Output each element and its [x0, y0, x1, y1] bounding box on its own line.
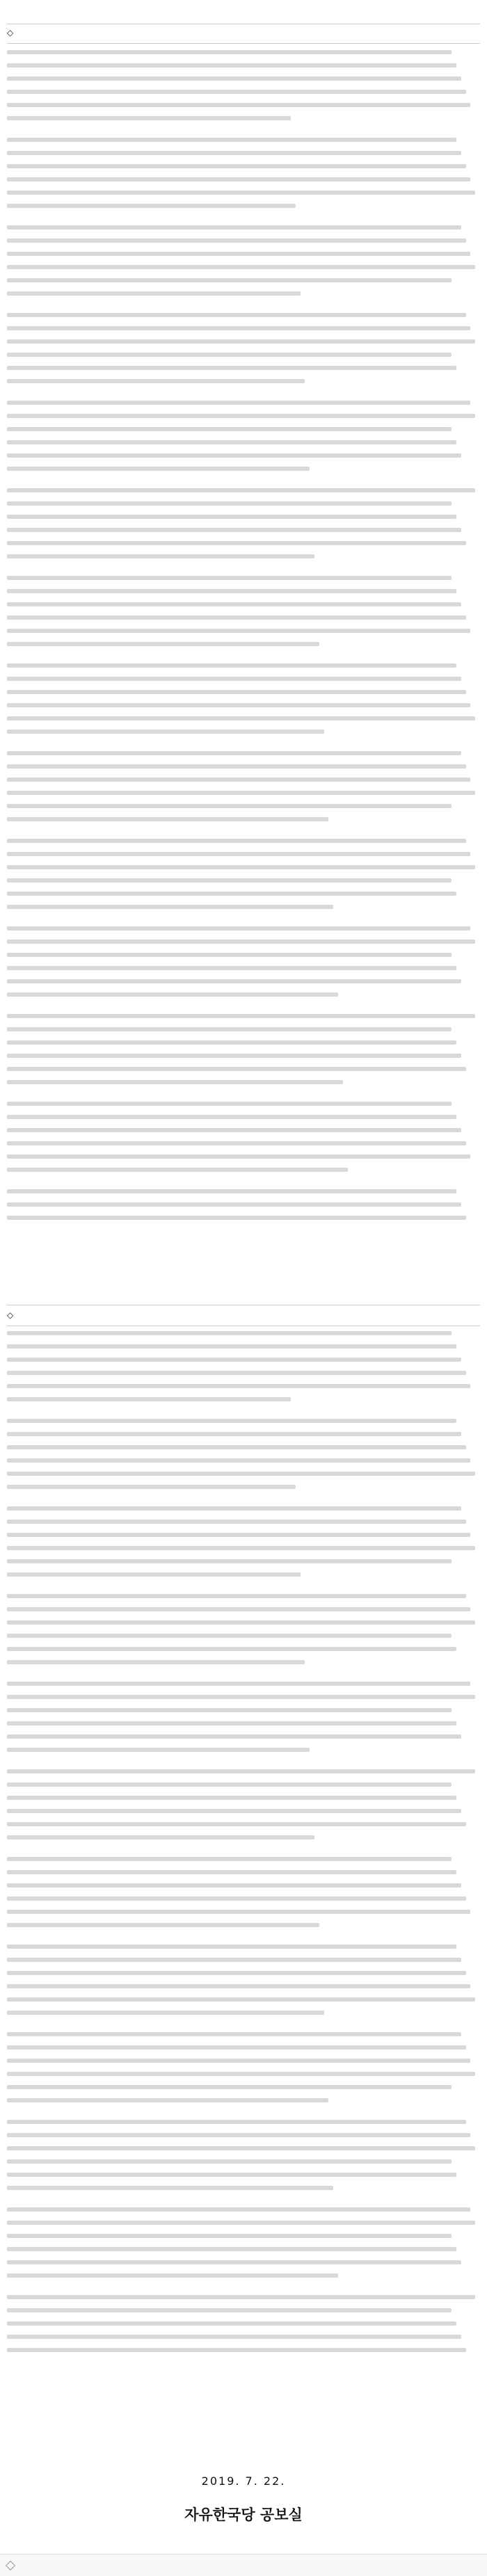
paragraph-line-placeholder — [7, 2234, 452, 2238]
paragraph-line-placeholder — [7, 453, 461, 458]
paragraph-line-placeholder — [7, 2133, 470, 2137]
paragraph-line-placeholder — [7, 467, 310, 471]
paragraph-line-placeholder — [7, 77, 461, 81]
paragraph-line-placeholder — [7, 2247, 456, 2251]
paragraph-line-placeholder — [7, 1734, 461, 1739]
paragraph-line-placeholder — [7, 1080, 343, 1084]
paragraph-line-placeholder — [7, 1027, 452, 1031]
paragraph-line-placeholder — [7, 414, 475, 418]
paragraph-line-placeholder — [7, 2287, 480, 2295]
paragraph-line-placeholder — [7, 663, 456, 668]
paragraph-line-placeholder — [7, 852, 470, 856]
paragraph-line-placeholder — [7, 1870, 456, 1874]
paragraph-line-placeholder — [7, 278, 452, 282]
tag-icon — [6, 2561, 15, 2570]
paragraph-line-placeholder — [7, 2260, 461, 2264]
paragraph-line-placeholder — [7, 953, 452, 957]
paragraph-line-placeholder — [7, 1809, 461, 1813]
paragraph-line-placeholder — [7, 1796, 456, 1800]
paragraph-line-placeholder — [7, 217, 480, 225]
paragraph-line-placeholder — [7, 401, 470, 405]
paragraph-line-placeholder — [7, 1997, 475, 2002]
paragraph-line-placeholder — [7, 1620, 475, 1625]
paragraph-line-placeholder — [7, 764, 466, 768]
paragraph-line-placeholder — [7, 1559, 452, 1563]
paragraph-line-placeholder — [7, 177, 470, 182]
paragraph-line-placeholder — [7, 1586, 480, 1594]
paragraph-line-placeholder — [7, 778, 470, 782]
paragraph-line-placeholder — [7, 839, 466, 843]
paragraph-line-placeholder — [7, 703, 470, 707]
paragraph-line-placeholder — [7, 817, 328, 821]
paragraph-line-placeholder — [7, 1945, 456, 1949]
paragraph-line-placeholder — [7, 427, 452, 431]
paragraph-line-placeholder — [7, 2146, 475, 2150]
paragraph-line-placeholder — [7, 1331, 452, 1335]
paragraph-line-placeholder — [7, 1660, 305, 1664]
paragraph-line-placeholder — [7, 1458, 470, 1463]
paragraph-line-placeholder — [7, 2348, 466, 2352]
paragraph-line-placeholder — [7, 1910, 470, 1914]
paragraph-line-placeholder — [7, 1498, 480, 1506]
paragraph-line-placeholder — [7, 1371, 466, 1375]
paragraph-line-placeholder — [7, 1506, 461, 1511]
paragraph-line-placeholder — [7, 1897, 466, 1901]
paragraph-line-placeholder — [7, 1202, 461, 1207]
paragraph-line-placeholder — [7, 690, 466, 694]
paragraph-line-placeholder — [7, 305, 480, 313]
paragraph-line-placeholder — [7, 138, 456, 142]
paragraph-line-placeholder — [7, 966, 456, 970]
paragraph-line-placeholder — [7, 716, 475, 721]
paragraph-line-placeholder — [7, 1748, 310, 1752]
paragraph-line-placeholder — [7, 940, 475, 944]
paragraph-line-placeholder — [7, 1673, 480, 1682]
paragraph-line-placeholder — [7, 366, 456, 370]
paragraph-line-placeholder — [7, 642, 319, 646]
paragraph-line-placeholder — [7, 2111, 480, 2120]
paragraph-line-placeholder — [7, 313, 466, 317]
paragraph-line-placeholder — [7, 1607, 470, 1611]
paragraph-line-placeholder — [7, 2207, 470, 2212]
paragraph-line-placeholder — [7, 2045, 466, 2050]
paragraph-line-placeholder — [7, 1216, 466, 1220]
paragraph-line-placeholder — [7, 1128, 461, 1132]
paragraph-line-placeholder — [7, 602, 461, 606]
paragraph-line-placeholder — [7, 515, 456, 519]
paragraph-line-placeholder — [7, 63, 456, 67]
paragraph-line-placeholder — [7, 204, 296, 208]
paragraph-line-placeholder — [7, 576, 452, 580]
paragraph-line-placeholder — [7, 1782, 452, 1787]
paragraph-line-placeholder — [7, 1168, 348, 1172]
paragraph-line-placeholder — [7, 655, 480, 663]
paragraph-line-placeholder — [7, 1397, 291, 1401]
paragraph-line-placeholder — [7, 252, 470, 256]
paragraph-line-placeholder — [7, 1721, 456, 1725]
paragraph-line-placeholder — [7, 1835, 314, 1840]
section-mark: ◇ — [7, 28, 14, 38]
paragraph-line-placeholder — [7, 830, 480, 839]
section-2-body — [7, 1331, 480, 2416]
paragraph-line-placeholder — [7, 1634, 452, 1638]
paragraph-line-placeholder — [7, 730, 324, 734]
paragraph-line-placeholder — [7, 1546, 475, 1550]
paragraph-line-placeholder — [7, 905, 333, 909]
section-heading-1 — [7, 28, 15, 38]
paragraph-line-placeholder — [7, 865, 475, 869]
paragraph-line-placeholder — [7, 379, 305, 383]
paragraph-line-placeholder — [7, 2173, 456, 2177]
paragraph-line-placeholder — [7, 50, 452, 54]
paragraph-line-placeholder — [7, 164, 466, 168]
paragraph-line-placeholder — [7, 2186, 333, 2190]
paragraph-line-placeholder — [7, 1102, 452, 1106]
paragraph-line-placeholder — [7, 1923, 319, 1927]
tag-footer — [0, 2554, 487, 2576]
paragraph-line-placeholder — [7, 392, 480, 401]
paragraph-line-placeholder — [7, 116, 291, 120]
section-mark: ◇ — [7, 1310, 14, 1320]
paragraph-line-placeholder — [7, 1358, 461, 1362]
paragraph-line-placeholder — [7, 1014, 475, 1018]
paragraph-line-placeholder — [7, 339, 475, 344]
paragraph-line-placeholder — [7, 2011, 324, 2015]
paragraph-line-placeholder — [7, 1695, 475, 1699]
paragraph-line-placeholder — [7, 326, 470, 330]
paragraph-line-placeholder — [7, 1344, 456, 1349]
paragraph-line-placeholder — [7, 1682, 470, 1686]
paragraph-line-placeholder — [7, 2295, 475, 2299]
paragraph-line-placeholder — [7, 1067, 466, 1071]
paragraph-line-placeholder — [7, 1006, 480, 1014]
paragraph-line-placeholder — [7, 265, 475, 269]
paragraph-line-placeholder — [7, 1154, 470, 1159]
paragraph-line-placeholder — [7, 1857, 452, 1861]
paragraph-line-placeholder — [7, 1472, 475, 1476]
paragraph-line-placeholder — [7, 1432, 461, 1436]
paragraph-line-placeholder — [7, 1883, 461, 1887]
paragraph-line-placeholder — [7, 488, 475, 492]
paragraph-line-placeholder — [7, 629, 470, 633]
paragraph-line-placeholder — [7, 1189, 456, 1193]
paragraph-line-placeholder — [7, 2072, 475, 2076]
section-heading-2 — [7, 1310, 15, 1320]
paragraph-line-placeholder — [7, 129, 480, 138]
paragraph-line-placeholder — [7, 1115, 456, 1119]
section-1-body — [7, 50, 480, 1295]
paragraph-line-placeholder — [7, 1445, 466, 1449]
paragraph-line-placeholder — [7, 1936, 480, 1945]
paragraph-line-placeholder — [7, 103, 470, 107]
paragraph-line-placeholder — [7, 992, 338, 997]
paragraph-line-placeholder — [7, 1485, 296, 1489]
paragraph-line-placeholder — [7, 480, 480, 488]
paragraph-line-placeholder — [7, 2024, 480, 2032]
paragraph-line-placeholder — [7, 1384, 470, 1388]
paragraph-line-placeholder — [7, 554, 314, 558]
paragraph-line-placeholder — [7, 2273, 338, 2278]
paragraph-line-placeholder — [7, 878, 452, 883]
paragraph-line-placeholder — [7, 615, 466, 620]
paragraph-line-placeholder — [7, 1572, 301, 1577]
paragraph-line-placeholder — [7, 1520, 466, 1524]
paragraph-line-placeholder — [7, 1141, 466, 1145]
paragraph-line-placeholder — [7, 225, 461, 230]
divider — [7, 43, 480, 44]
paragraph-line-placeholder — [7, 1410, 480, 1419]
paragraph-line-placeholder — [7, 1971, 466, 1975]
paragraph-line-placeholder — [7, 2120, 466, 2124]
paragraph-line-placeholder — [7, 979, 461, 983]
paragraph-line-placeholder — [7, 892, 456, 896]
paragraph-line-placeholder — [7, 2199, 480, 2207]
paragraph-line-placeholder — [7, 2085, 452, 2089]
paragraph-line-placeholder — [7, 501, 452, 506]
paragraph-line-placeholder — [7, 2059, 470, 2063]
paragraph-line-placeholder — [7, 1984, 470, 1988]
issuer-signature: 자유한국당 공보실 — [184, 2506, 303, 2523]
paragraph-line-placeholder — [7, 1708, 452, 1712]
paragraph-line-placeholder — [7, 353, 452, 357]
paragraph-line-placeholder — [7, 191, 475, 195]
paragraph-line-placeholder — [7, 528, 461, 532]
paragraph-line-placeholder — [7, 291, 301, 296]
paragraph-line-placeholder — [7, 2308, 452, 2312]
paragraph-line-placeholder — [7, 791, 475, 795]
paragraph-line-placeholder — [7, 1181, 480, 1189]
paragraph-line-placeholder — [7, 804, 452, 808]
paragraph-line-placeholder — [7, 239, 466, 243]
paragraph-line-placeholder — [7, 677, 461, 681]
paragraph-line-placeholder — [7, 567, 480, 576]
paragraph-line-placeholder — [7, 1822, 466, 1826]
paragraph-line-placeholder — [7, 918, 480, 926]
paragraph-line-placeholder — [7, 589, 456, 593]
paragraph-line-placeholder — [7, 1419, 456, 1423]
paragraph-line-placeholder — [7, 151, 461, 155]
paragraph-line-placeholder — [7, 541, 466, 545]
paragraph-line-placeholder — [7, 90, 466, 94]
paragraph-line-placeholder — [7, 1533, 470, 1537]
paragraph-line-placeholder — [7, 1054, 461, 1058]
paragraph-line-placeholder — [7, 1958, 461, 1962]
paragraph-line-placeholder — [7, 1849, 480, 1857]
paragraph-line-placeholder — [7, 751, 461, 755]
paragraph-line-placeholder — [7, 1761, 480, 1769]
release-date: 2019. 7. 22. — [201, 2474, 286, 2488]
paragraph-line-placeholder — [7, 926, 470, 931]
paragraph-line-placeholder — [7, 743, 480, 751]
paragraph-line-placeholder — [7, 1647, 456, 1651]
paragraph-line-placeholder — [7, 2335, 461, 2339]
paragraph-line-placeholder — [7, 1040, 456, 1045]
paragraph-line-placeholder — [7, 440, 456, 444]
paragraph-line-placeholder — [7, 2321, 456, 2326]
paragraph-line-placeholder — [7, 2221, 475, 2225]
paragraph-line-placeholder — [7, 2032, 461, 2036]
paragraph-line-placeholder — [7, 2098, 328, 2102]
paragraph-line-placeholder — [7, 2159, 452, 2164]
paragraph-line-placeholder — [7, 1093, 480, 1102]
paragraph-line-placeholder — [7, 1594, 466, 1598]
paragraph-line-placeholder — [7, 1769, 475, 1773]
